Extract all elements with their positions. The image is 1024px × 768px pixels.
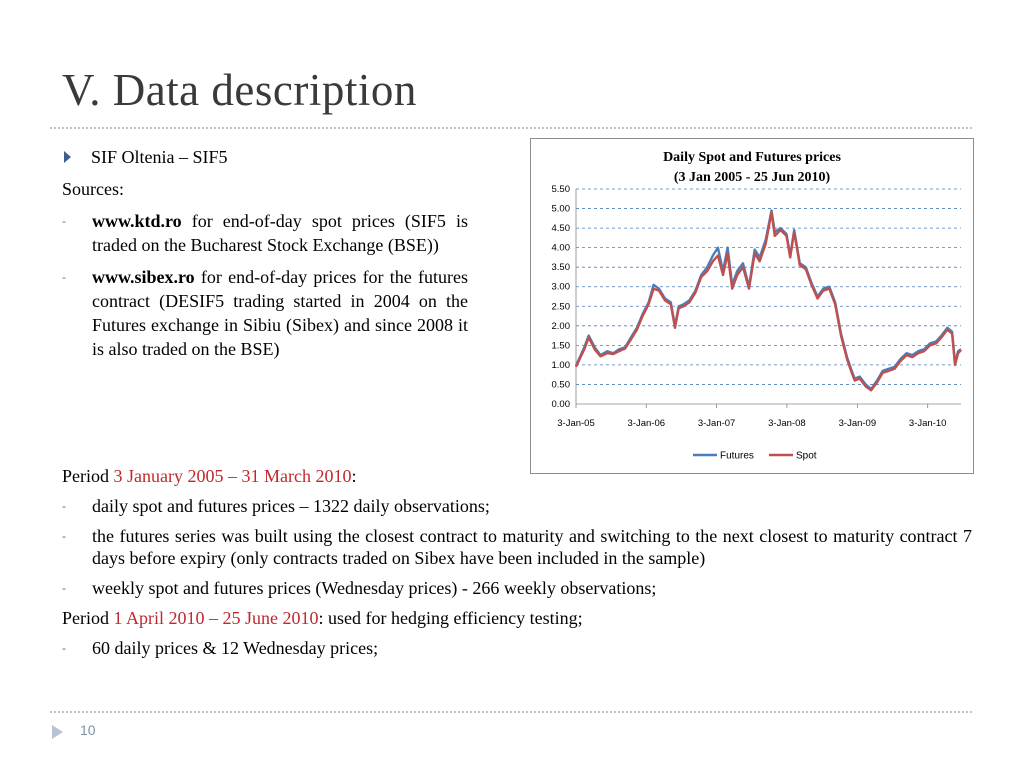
x-tick-label: 3-Jan-08 xyxy=(768,418,806,429)
period-prefix: Period xyxy=(62,466,114,486)
y-tick-label: 3.00 xyxy=(551,281,570,293)
legend-label: Spot xyxy=(796,450,817,462)
source-description: for end-of-day prices for the futures contract (DESIF5 trading started in 2004 on the Futures exchange in Sibiu (Sibex) and since 2008 it is also traded on the BSE) xyxy=(92,267,468,359)
x-tick-label: 3-Jan-07 xyxy=(697,418,736,429)
sources-label: Sources: xyxy=(62,179,124,199)
y-tick-label: 1.00 xyxy=(551,359,570,371)
price-chart xyxy=(530,138,974,474)
dash-marker: - xyxy=(62,641,66,655)
dash-marker: - xyxy=(62,270,66,284)
list-item xyxy=(62,525,972,569)
sources-section xyxy=(62,145,468,369)
y-tick-label: 5.50 xyxy=(551,184,570,195)
list-item-text: weekly spot and futures prices (Wednesday prices) - 266 weekly observations; xyxy=(92,578,657,598)
legend-label: Futures xyxy=(720,450,754,462)
bottom-divider xyxy=(50,711,972,713)
dash-marker: - xyxy=(62,499,66,513)
y-tick-label: 0.50 xyxy=(551,379,570,391)
x-tick-label: 3-Jan-09 xyxy=(838,418,877,429)
series-line-futures xyxy=(576,211,961,390)
y-tick-label: 4.00 xyxy=(551,242,570,254)
footer-triangle-icon xyxy=(52,725,63,739)
source-item-ktd xyxy=(62,209,468,257)
dash-marker: - xyxy=(62,214,66,228)
source-description: for end-of-day spot prices (SIF5 is traded on the Bucharest Stock Exchange (BSE)) xyxy=(92,211,468,255)
period-prefix: Period xyxy=(62,608,114,628)
y-tick-label: 2.50 xyxy=(551,301,570,313)
y-tick-label: 1.50 xyxy=(551,340,570,352)
source-text xyxy=(92,209,468,257)
period-suffix: : used for hedging efficiency testing; xyxy=(318,608,583,628)
x-tick-label: 3-Jan-06 xyxy=(627,418,666,429)
chart-subtitle: (3 Jan 2005 - 25 Jun 2010) xyxy=(673,170,831,185)
source-text xyxy=(92,265,468,361)
list-item xyxy=(62,495,972,517)
list-item-text: 60 daily prices & 12 Wednesday prices; xyxy=(92,638,379,658)
bullet-triangle-icon xyxy=(64,151,71,163)
source-site-link[interactable]: www.sibex.ro xyxy=(92,267,195,287)
bullet-text: SIF Oltenia – SIF5 xyxy=(91,147,228,167)
source-item-sibex xyxy=(62,265,468,361)
period-1-line xyxy=(62,465,972,487)
top-divider xyxy=(50,127,972,129)
y-tick-label: 4.50 xyxy=(551,223,570,235)
slide-title: V. Data description xyxy=(62,65,417,115)
source-site-link[interactable]: www.ktd.ro xyxy=(92,211,182,231)
period-range: 3 January 2005 – 31 March 2010 xyxy=(113,466,352,486)
dash-marker: - xyxy=(62,529,66,543)
x-tick-label: 3-Jan-10 xyxy=(908,418,947,429)
page-number: 10 xyxy=(80,722,96,738)
period-section xyxy=(62,465,972,667)
series-line-spot xyxy=(576,213,961,391)
dash-marker: - xyxy=(62,581,66,595)
list-item-text: the futures series was built using the closest contract to maturity and switching to the next closest to maturity contract 7 days before expiry (only contracts traded on Sibex have been included in the sample) xyxy=(92,526,972,568)
y-tick-label: 2.00 xyxy=(551,320,570,332)
y-tick-label: 0.00 xyxy=(551,399,570,410)
list-item-text: daily spot and futures prices – 1322 daily observations; xyxy=(92,496,490,516)
y-tick-label: 5.00 xyxy=(551,203,570,215)
period-2-line xyxy=(62,607,972,629)
chart-title: Daily Spot and Futures prices xyxy=(663,150,841,165)
period-range: 1 April 2010 – 25 June 2010 xyxy=(113,608,319,628)
list-item xyxy=(62,577,972,599)
y-tick-label: 3.50 xyxy=(551,262,570,274)
period-suffix: : xyxy=(351,466,357,486)
x-tick-label: 3-Jan-05 xyxy=(557,418,595,429)
main-bullet xyxy=(62,145,468,169)
list-item xyxy=(62,637,972,659)
chart-plot-area xyxy=(531,139,973,473)
